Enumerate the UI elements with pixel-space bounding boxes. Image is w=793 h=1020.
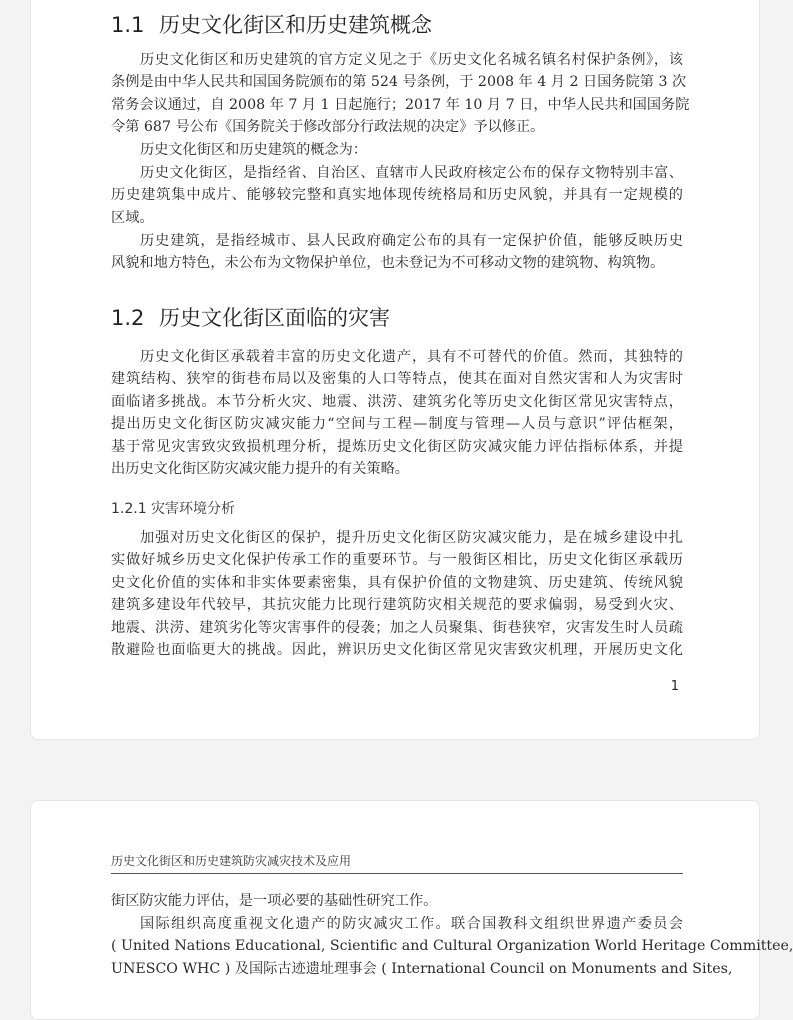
section-heading-1-2-1	[111, 498, 235, 518]
text-line: 历史文化街区和历史建筑的官方定义见之于《历史文化名城名镇名村保护条例》，该	[140, 52, 683, 68]
paragraph-concepts-intro	[111, 139, 683, 161]
paragraph-district-definition	[111, 162, 683, 229]
paragraph-building-definition	[111, 230, 683, 275]
text-line: 史文化价值的实体和非实体要素密集，具有保护价值的文物建筑、历史建筑、传统风貌	[111, 574, 683, 591]
book-page-1	[30, 0, 760, 740]
text-line: 历史建筑，是指经城市、县人民政府确定公布的具有一定保护价值，能够反映历史	[140, 233, 683, 249]
text-line: 令第 687 号公布《国务院关于修改部分行政法规的决定》予以修正。	[111, 119, 545, 136]
text-line: 常务会议通过，自 2008 年 7 月 1 日起施行；2017 年 10 月 7 日，中华人民共和国国务院	[111, 96, 690, 113]
text-line: 散避险也面临更大的挑战。因此，辨识历史文化街区常见灾害致灾机理，开展历史文化	[111, 642, 683, 659]
text-line: 面临诸多挑战。本节分析火灾、地震、洪涝、建筑劣化等历史文化街区常见灾害特点，	[111, 393, 683, 410]
paragraph-continuation	[111, 890, 683, 912]
paragraph-hazards-overview	[111, 346, 683, 480]
paragraph-international-organizations	[111, 913, 793, 980]
text-line: 区域。	[111, 209, 154, 226]
text-line: 基于常见灾害致灾致损机理分析，提炼历史文化街区防灾减灾能力评估指标体系，并提	[111, 438, 683, 455]
text-line: 街区防灾能力评估，是一项必要的基础性研究工作。	[111, 893, 438, 909]
text-line: 建筑结构、狭窄的街巷布局以及密集的人口等特点，使其在面对自然灾害和人为灾害时	[111, 371, 683, 388]
text-line: 历史文化街区，是指经省、自治区、直辖市人民政府核定公布的保存文物特别丰富、	[140, 165, 683, 181]
section-heading-1-2	[111, 302, 390, 332]
text-line: 历史文化街区承载着丰富的历史文化遗产，具有不可替代的价值。然而，其独特的	[140, 349, 683, 365]
section-number: 1.1	[111, 13, 145, 37]
text-line: 加强对历史文化街区的保护，提升历史文化街区防灾减灾能力，是在城乡建设中扎	[140, 530, 683, 546]
text-line: 风貌和地方特色，未公布为文物保护单位，也未登记为不可移动文物的建筑物、构筑物。	[111, 255, 665, 272]
section-title: 灾害环境分析	[151, 501, 235, 517]
text-line: 地震、洪涝、建筑劣化等灾害事件的侵袭；加之人员聚集、街巷狭窄，灾害发生时人员疏	[111, 619, 683, 636]
paragraph-definition-source	[111, 49, 690, 139]
section-number: 1.2.1	[111, 501, 147, 517]
text-line: 实做好城乡历史文化保护传承工作的重要环节。与一般街区相比，历史文化街区承载历	[111, 552, 683, 569]
text-line: 建筑多建设年代较早，其抗灾能力比现行建筑防灾相关规范的要求偏弱，易受到火灾、	[111, 597, 683, 614]
page-number: 1	[670, 679, 679, 694]
text-line: UNESCO WHC ) 及国际古迹遗址理事会 ( International Council on Monuments and Sites,	[111, 960, 733, 977]
text-line: 出历史文化街区防灾减灾能力提升的有关策略。	[111, 461, 409, 478]
text-line: ( United Nations Educational, Scientific and Cultural Organization World Heritage Committee,	[111, 938, 793, 955]
section-title: 历史文化街区面临的灾害	[159, 306, 390, 330]
paragraph-hazard-environment	[111, 527, 683, 661]
section-number: 1.2	[111, 306, 145, 330]
text-line: 历史建筑集中成片、能够较完整和真实地体现传统格局和历史风貌，并具有一定规模的	[111, 187, 683, 204]
section-heading-1-1	[111, 9, 432, 39]
book-page-2	[30, 800, 793, 1020]
text-line: 提出历史文化街区防灾减灾能力“空间与工程—制度与管理—人员与意识”评估框架，	[111, 416, 683, 433]
text-line: 历史文化街区和历史建筑的概念为：	[140, 142, 368, 158]
section-title: 历史文化街区和历史建筑概念	[159, 13, 432, 37]
running-header: 历史文化街区和历史建筑防灾减灾技术及应用	[111, 852, 683, 874]
text-line: 国际组织高度重视文化遗产的防灾减灾工作。联合国教科文组织世界遗产委员会	[140, 916, 683, 932]
text-line: 条例是由中华人民共和国国务院颁布的第 524 号条例，于 2008 年 4 月 2 日国务院第 3 次	[111, 74, 687, 91]
